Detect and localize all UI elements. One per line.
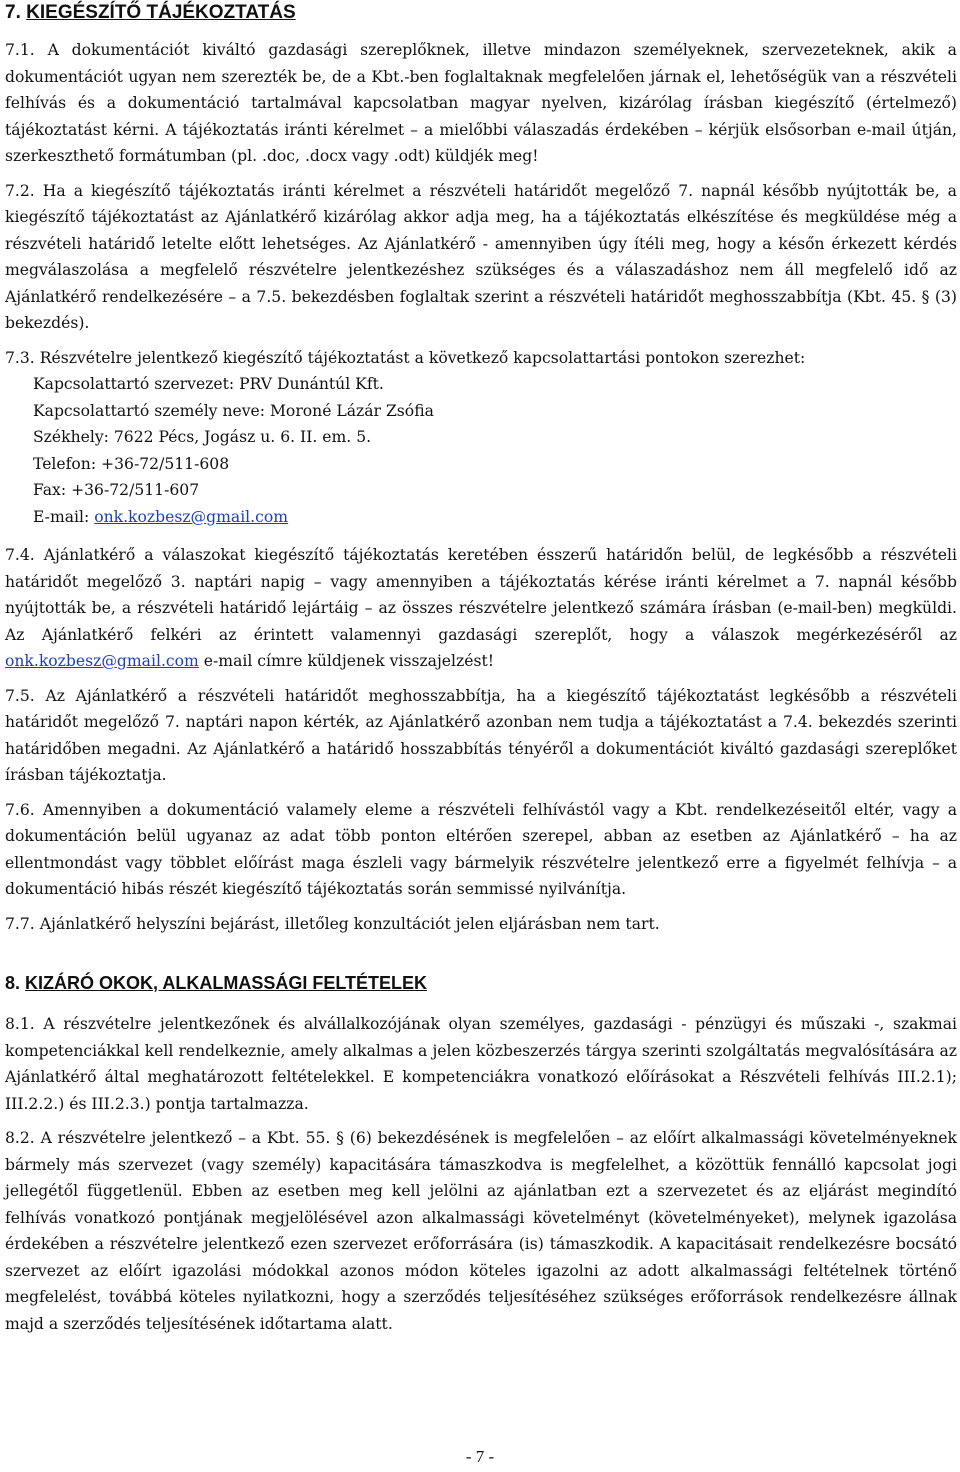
- paragraph-text: Ajánlatkérő helyszíni bejárást, illetőleg konzultációt jelen eljárásban nem tart.: [39, 914, 660, 933]
- paragraph-7-7: [5, 911, 957, 938]
- section-7-title: KIEGÉSZÍTŐ TÁJÉKOZTATÁS: [26, 2, 296, 23]
- paragraph-text: A részvételre jelentkezőnek és alvállalkozójának olyan személyes, gazdasági - pénzügyi és műszaki -, szakmai kompetenciákkal kell rendelkeznie, amely alkalmas a jelen közbeszerzés tárgya szerinti szolgáltatás megvalósítására az Ajánlatkérő által meghatározott feltételekkel. E kompetenciákra vonatkozó előírásokat a Részvételi felhívás III.2.1); III.2.2.) és III.2.3.) pontja tartalmazza.: [5, 1015, 957, 1113]
- paragraph-text: Amennyiben a dokumentáció valamely eleme a részvételi felhívástól vagy a Kbt. rendelkezéseitől eltér, vagy a dokumentáción belül ugyanaz az adat több ponton eltérően szerepel, abban az esetben az Ajánlatkérő – ha az ellentmondást vagy többlet előírást maga észleli vagy bármelyik részvételre jelentkező erre a figyelmét felhívja – a dokumentáció hibás részét kiegészítő tájékoztatás során semmissé nyilvánítja.: [5, 800, 957, 898]
- section-8-number: 8.: [5, 973, 21, 993]
- paragraph-number: 7.7.: [5, 914, 35, 933]
- paragraph-text: Az Ajánlatkérő a részvételi határidőt meghosszabbítja, ha a kiegészítő tájékoztatást legkésőbb a részvételi határidőt megelőző 7. naptári napon kérték, az Ajánlatkérő azonban nem tudja a tájékoztatást a 7.4. bekezdés szerinti határidőben megadni. Az Ajánlatkérő a határidő hosszabbítás tényéről a dokumentációt kiváltó gazdasági szereplőket írásban tájékoztatja.: [5, 686, 957, 784]
- contact-organization: Kapcsolattartó szervezet: PRV Dunántúl Kft.: [33, 375, 384, 393]
- email-link[interactable]: onk.kozbesz@gmail.com: [5, 652, 199, 670]
- paragraph-text: Részvételre jelentkező kiegészítő tájékoztatást a következő kapcsolattartási pontokon szerezhet:: [39, 348, 806, 367]
- paragraph-number: 7.6.: [5, 800, 35, 819]
- paragraph-7-6: [5, 797, 957, 903]
- paragraph-8-2: [5, 1125, 957, 1337]
- paragraph-text: A dokumentációt kiváltó gazdasági szereplőknek, illetve mindazon személyeknek, szervezeteknek, akik a dokumentációt ugyan nem szerezték be, de a Kbt.-ben foglaltaknak megfelelően járnak el, lehetőségük van a részvételi felhívás és a dokumentáció tartalmával kapcsolatban magyar nyelven, kizárólag írásban kiegészítő (értelmező) tájékoztatást kérni. A tájékoztatás iránti kérelmet – a mielőbbi válaszadás érdekében – kérjük elsősorban e-mail útján, szerkeszthető formátumban (pl. .doc, .docx vagy .odt) küldjék meg!: [5, 41, 957, 165]
- paragraph-text: A részvételre jelentkező – a Kbt. 55. § (6) bekezdésének is megfelelően – az előírt alkalmassági követelményeknek bármely más szervezet (vagy személy) kapacitására támaszkodva is megfelelhet, a közöttük fennálló kapcsolat jogi jellegétől függetlenül. Ebben az esetben meg kell jelölni az ajánlatban ezt a szervezetet és az eljárást megindító felhívás vonatkozó pontjának megjelölésével azon alkalmassági követelményt (követelményeket), melynek igazolása érdekében a részvételre jelentkező ezen szervezet erőforrására (is) támaszkodik. A kapacitásait rendelkezésre bocsátó szervezet az előírt igazolási módokkal azonos módon köteles igazolni az adott alkalmassági feltételnek történő megfelelést, továbbá köteles nyilatkozni, hogy a szerződés teljesítéséhez szükséges erőforrások rendelkezésre állnak majd a szerződés teljesítésének időtartama alatt.: [5, 1129, 957, 1333]
- contact-email-link[interactable]: onk.kozbesz@gmail.com: [94, 507, 289, 526]
- paragraph-number: 7.5.: [5, 686, 35, 705]
- paragraph-7-1: [5, 37, 957, 170]
- contact-person: Kapcsolattartó személy neve: Moroné Lázár Zsófia: [33, 401, 434, 420]
- section-7-heading: [5, 0, 957, 25]
- section-8-title: KIZÁRÓ OKOK, ALKALMASSÁGI FELTÉTELEK: [25, 973, 428, 993]
- paragraph-7-3: [5, 345, 957, 372]
- contact-email-label: E-mail:: [33, 507, 95, 526]
- paragraph-number: 8.2.: [5, 1129, 35, 1147]
- paragraph-number: 7.4.: [5, 546, 35, 564]
- paragraph-text-end: e-mail címre küldjenek visszajelzést!: [198, 652, 494, 670]
- paragraph-7-2: [5, 178, 957, 337]
- paragraph-number: 7.1.: [5, 41, 35, 59]
- paragraph-7-4: [5, 542, 957, 675]
- paragraph-number: 8.1.: [5, 1015, 35, 1033]
- contact-fax: Fax: +36-72/511-607: [33, 481, 200, 499]
- paragraph-7-5: [5, 683, 957, 789]
- contact-block: [33, 371, 957, 530]
- contact-address: Székhely: 7622 Pécs, Jogász u. 6. II. em. 5.: [33, 428, 372, 446]
- paragraph-number: 7.2.: [5, 181, 35, 200]
- page-number: - 7 -: [465, 1447, 495, 1466]
- paragraph-text: Ha a kiegészítő tájékoztatás iránti kérelmet a részvételi határidőt megelőző 7. napnál később nyújtották be, a kiegészítő tájékoztatást az Ajánlatkérő kizárólag akkor adja meg, ha a tájékoztatás elkészítése és megküldése még a részvételi határidő letelte előtt lehetséges. Az Ajánlatkérő - amennyiben úgy ítéli meg, hogy a későn érkezett kérdés megválaszolása a megfelelő részvételre jelentkezéshez szükséges és a válaszadáshoz nem áll megfelelő idő az Ajánlatkérő rendelkezésére – a 7.5. bekezdésben foglaltak szerint a részvételi határidőt meghosszabbítja (Kbt. 45. § (3) bekezdés).: [5, 181, 957, 332]
- document-page: [5, 0, 957, 1345]
- paragraph-number: 7.3.: [5, 348, 35, 367]
- paragraph-8-1: [5, 1011, 957, 1117]
- section-7-number: 7.: [5, 2, 21, 23]
- paragraph-text: Ajánlatkérő a válaszokat kiegészítő tájékoztatás keretében ésszerű határidőn belül, de legkésőbb a részvételi határidőt megelőző 3. naptári napig – vagy amennyiben a tájékoztatás kérése iránti kérelmet a 7. napnál később nyújtották be, a részvételi határidő lejártáig – az összes részvételre jelentkező számára írásban (e-mail-ben) megküldi. Az Ajánlatkérő felkéri az érintett valamennyi gazdasági szereplőt, hogy a válaszok megérkezéséről az: [5, 546, 957, 644]
- contact-email-line: [33, 504, 957, 531]
- section-8-heading: [5, 971, 957, 995]
- contact-phone: Telefon: +36-72/511-608: [33, 454, 230, 473]
